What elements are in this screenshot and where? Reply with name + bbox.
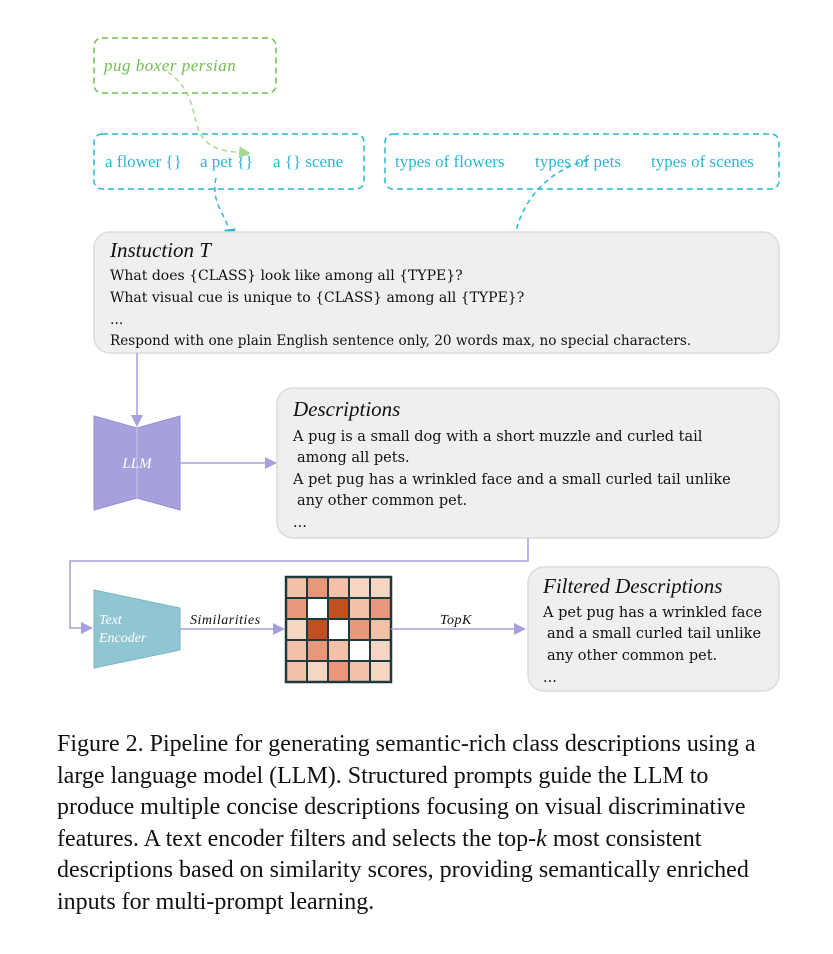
- matrix-cell: [370, 619, 391, 640]
- descriptions-line-5: ...: [293, 515, 307, 531]
- template-to-instruction-arrow: [215, 178, 231, 238]
- class-to-template-arrow: [168, 72, 248, 153]
- descriptions-title: Descriptions: [293, 397, 401, 421]
- matrix-cell: [349, 619, 370, 640]
- matrix-cell: [307, 619, 328, 640]
- matrix-cell: [370, 661, 391, 682]
- text-encoder-block: [94, 590, 180, 668]
- filtered-line-1: A pet pug has a wrinkled face: [543, 605, 763, 621]
- similarities-label: Similarities: [190, 613, 261, 628]
- matrix-cell: [349, 598, 370, 619]
- topk-label: TopK: [440, 613, 472, 628]
- instruction-line-2: What visual cue is unique to {CLASS} among all {TYPE}?: [110, 290, 525, 306]
- matrix-cell: [349, 640, 370, 661]
- descriptions-line-2: among all pets.: [297, 450, 410, 466]
- matrix-cell: [370, 577, 391, 598]
- caption-k: k: [536, 825, 547, 852]
- matrix-cell: [307, 661, 328, 682]
- matrix-cell: [286, 619, 307, 640]
- matrix-cell: [286, 661, 307, 682]
- figure-caption: [57, 729, 773, 918]
- descriptions-line-1: A pug is a small dog with a short muzzle and curled tail: [293, 429, 703, 445]
- encoder-label-line-1: Text: [99, 613, 122, 628]
- matrix-cell: [286, 640, 307, 661]
- type-flowers: types of flowers: [395, 152, 505, 171]
- instruction-title: Instuction T: [110, 238, 211, 262]
- caption-suffix: most consistent descriptions based on similarity scores, providing semantically enriched inputs for multi-prompt learning.: [57, 825, 749, 915]
- matrix-cell: [328, 661, 349, 682]
- matrix-cell: [328, 598, 349, 619]
- filtered-line-2: and a small curled tail unlike: [547, 626, 762, 642]
- template-flower: a flower {}: [105, 152, 182, 171]
- matrix-cell: [328, 619, 349, 640]
- descriptions-line-3: A pet pug has a wrinkled face and a small curled tail unlike: [293, 472, 731, 488]
- matrix-cell: [307, 598, 328, 619]
- type-pets: types of pets: [535, 152, 621, 171]
- llm-label: LLM: [122, 456, 152, 472]
- filtered-line-3: any other common pet.: [547, 648, 718, 664]
- instruction-line-3: ...: [110, 312, 124, 328]
- instruction-line-4: Respond with one plain English sentence only, 20 words max, no special characters.: [110, 333, 692, 349]
- class-names-text: pug boxer persian: [104, 56, 237, 75]
- matrix-cell: [349, 577, 370, 598]
- type-scenes: types of scenes: [651, 152, 754, 171]
- filtered-line-4: ...: [543, 670, 557, 686]
- matrix-cell: [349, 661, 370, 682]
- instruction-line-1: What does {CLASS} look like among all {TYPE}?: [110, 268, 463, 284]
- matrix-cell: [286, 598, 307, 619]
- matrix-cell: [328, 577, 349, 598]
- filtered-title: Filtered Descriptions: [543, 574, 723, 598]
- caption-prefix: Figure 2. Pipeline for generating semantic-rich class descriptions using a large language model (LLM). Structured prompts guide the LLM to produce multiple concise descriptions focusing on visual discriminative features. A text encoder filters and selects the top-: [57, 731, 756, 852]
- template-pet: a pet {}: [200, 152, 254, 171]
- descriptions-line-4: any other common pet.: [297, 493, 468, 509]
- matrix-cell: [307, 577, 328, 598]
- matrix-cell: [286, 577, 307, 598]
- similarity-matrix: [286, 577, 391, 682]
- matrix-cell: [370, 598, 391, 619]
- template-scene: a {} scene: [273, 152, 344, 171]
- matrix-cell: [328, 640, 349, 661]
- encoder-label-line-2: Encoder: [99, 631, 147, 646]
- matrix-cell: [370, 640, 391, 661]
- matrix-cell: [307, 640, 328, 661]
